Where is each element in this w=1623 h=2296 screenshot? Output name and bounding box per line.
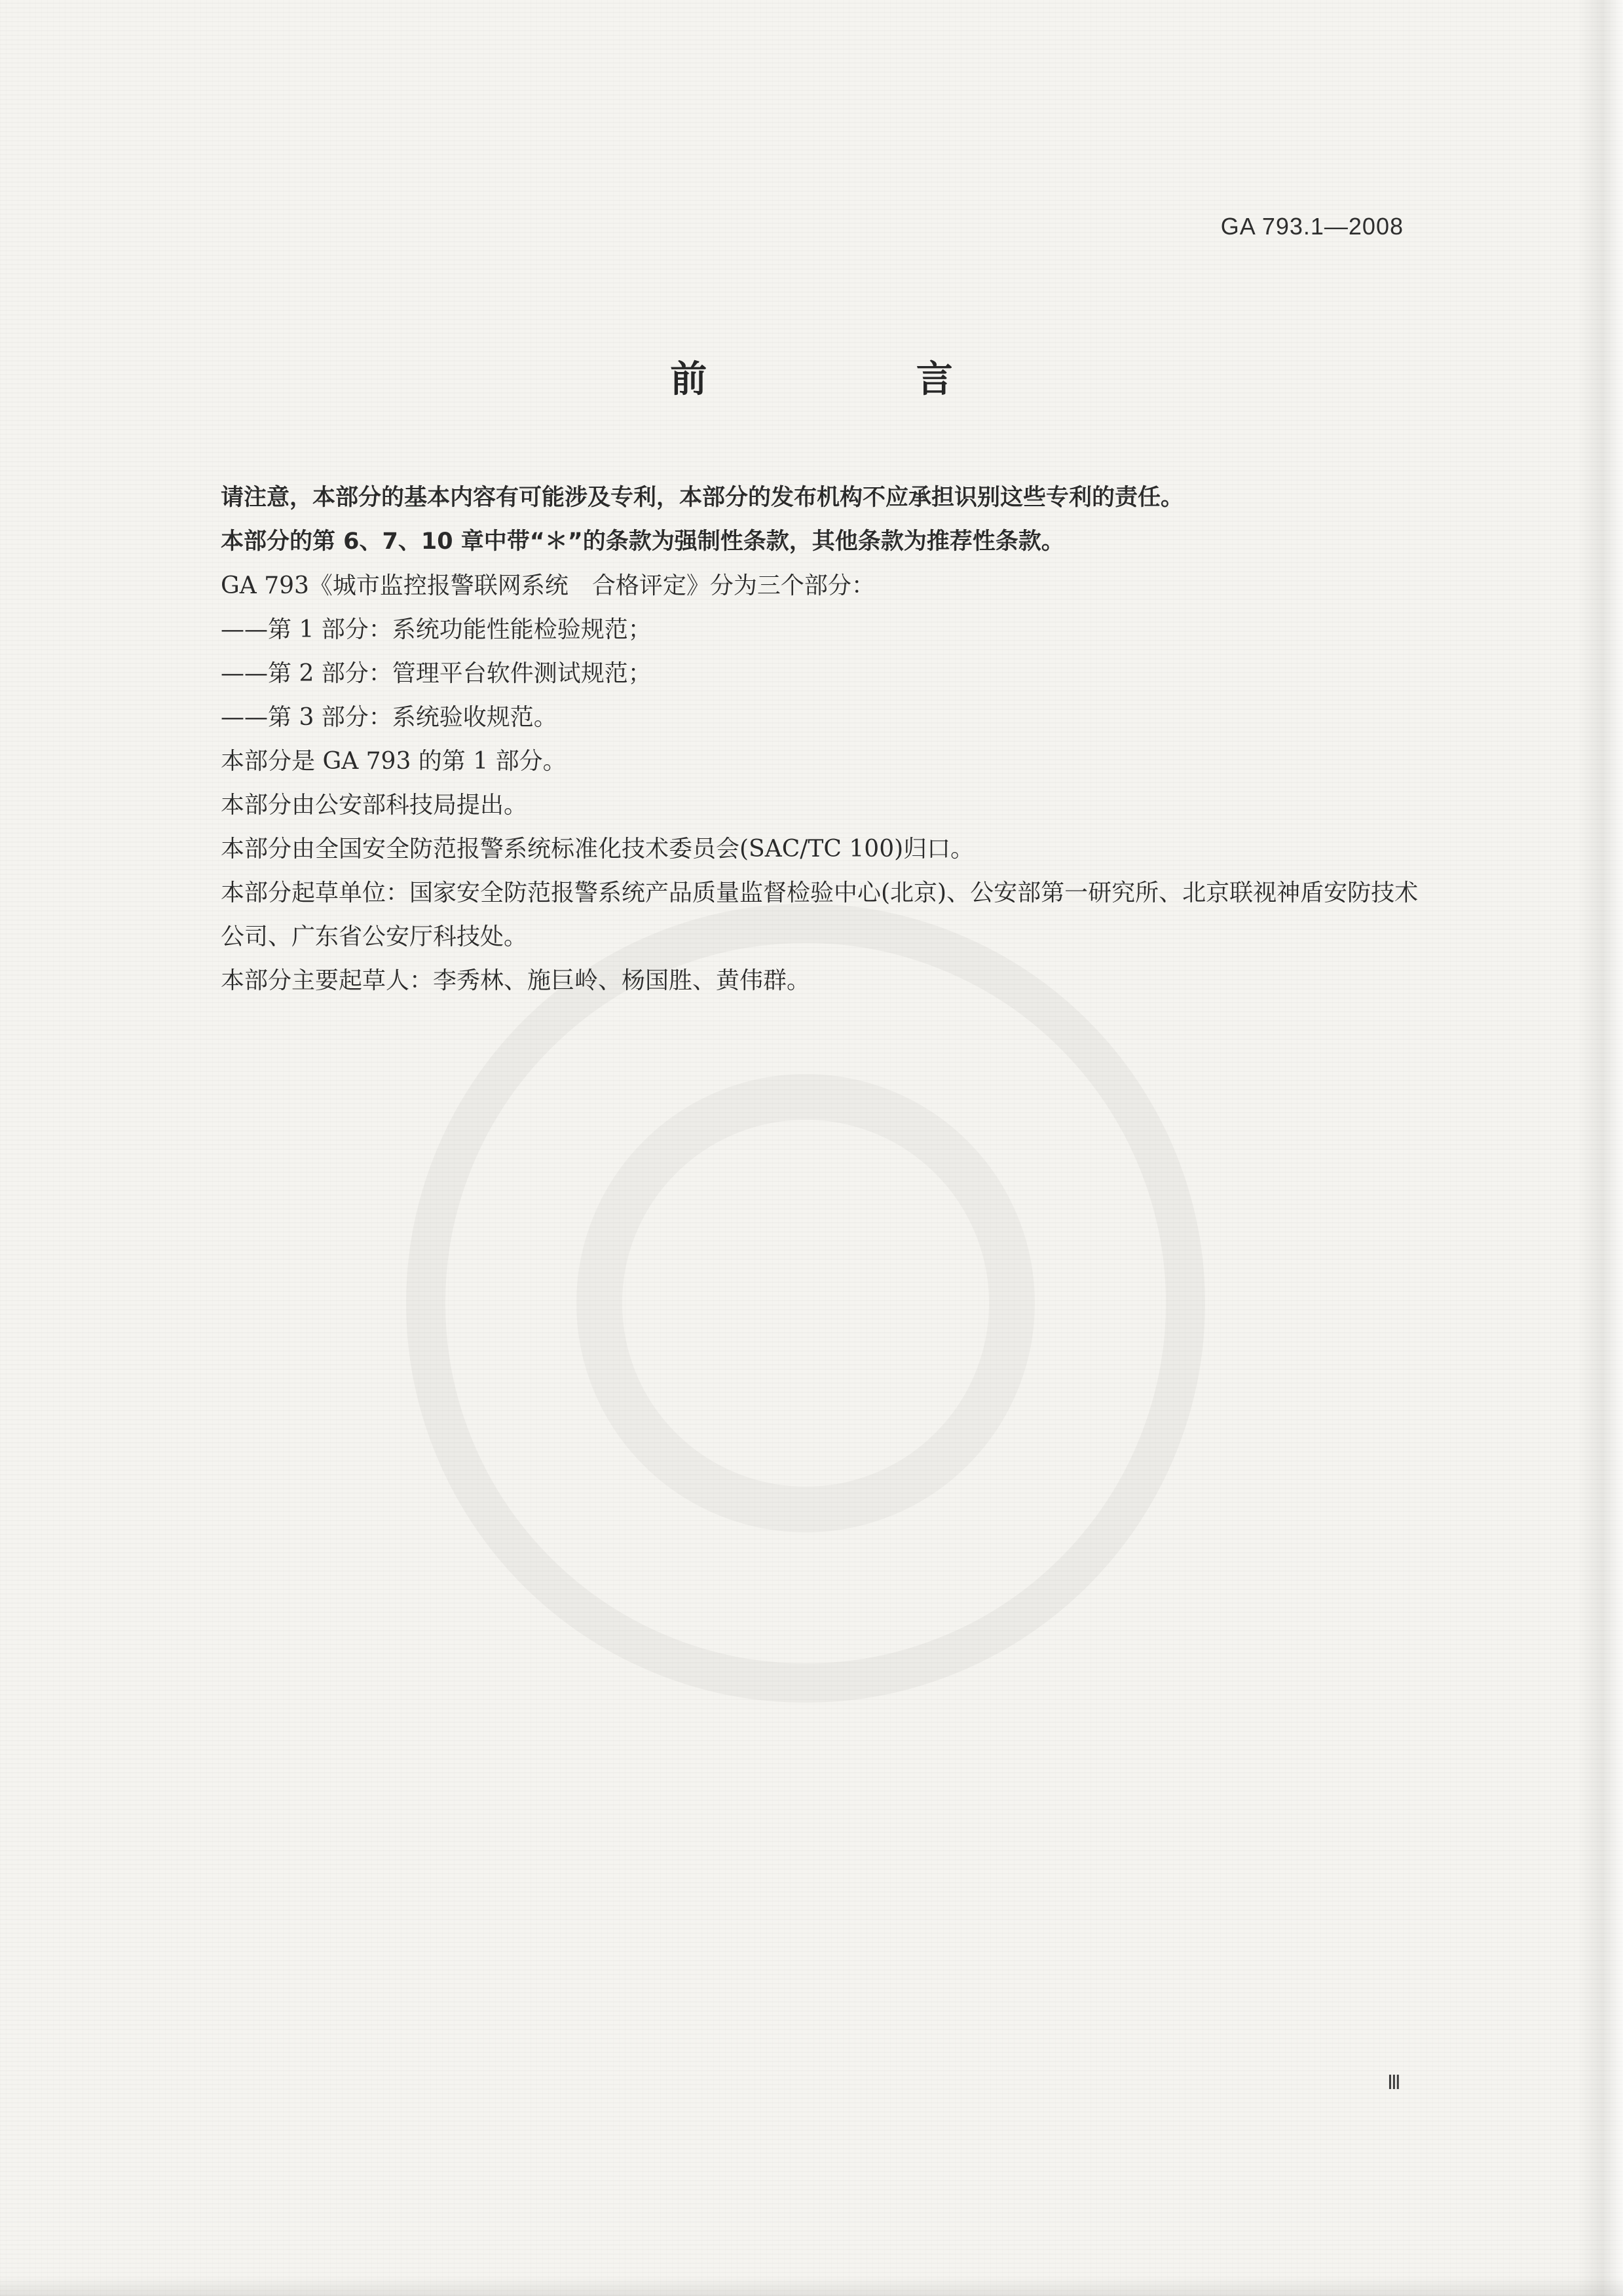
page-number: Ⅲ (1387, 2072, 1401, 2094)
foreword-body (174, 476, 1431, 1003)
document-number: GA 793.1—2008 (1220, 213, 1404, 240)
proposer-statement: 本部分由公安部科技局提出。 (221, 792, 528, 819)
part-list-item: ——第 1 部分：系统功能性能检验规范； (221, 616, 652, 643)
watermark-seal-inner (576, 1074, 1035, 1532)
page-edge-shadow (1577, 0, 1623, 2296)
committee-statement: 本部分由全国安全防范报警系统标准化技术委员会(SAC/TC 100)归口。 (221, 836, 975, 862)
mandatory-clause-note: 本部分的第 6、7、10 章中带“＊”的条款为强制性条款，其他条款为推荐性条款。 (221, 528, 1064, 555)
patent-notice: 请注意，本部分的基本内容有可能涉及专利，本部分的发布机构不应承担识别这些专利的责任。 (221, 485, 1184, 511)
parts-intro: GA 793《城市监控报警联网系统 合格评定》分为三个部分： (221, 572, 875, 599)
drafting-units: 本部分起草单位：国家安全防范报警系统产品质量监督检验中心(北京)、公安部第一研究所、北京联视神盾安防技术公司、广东省公安厅科技处。 (221, 880, 1419, 950)
page-bottom-shadow (0, 2276, 1623, 2296)
part-statement: 本部分是 GA 793 的第 1 部分。 (221, 748, 567, 775)
part-list-item: ——第 3 部分：系统验收规范。 (221, 704, 557, 731)
drafters: 本部分主要起草人：李秀林、施巨岭、杨国胜、黄伟群。 (221, 967, 811, 994)
page-title: 前 言 (670, 358, 1051, 401)
part-list-item: ——第 2 部分：管理平台软件测试规范； (221, 660, 652, 687)
